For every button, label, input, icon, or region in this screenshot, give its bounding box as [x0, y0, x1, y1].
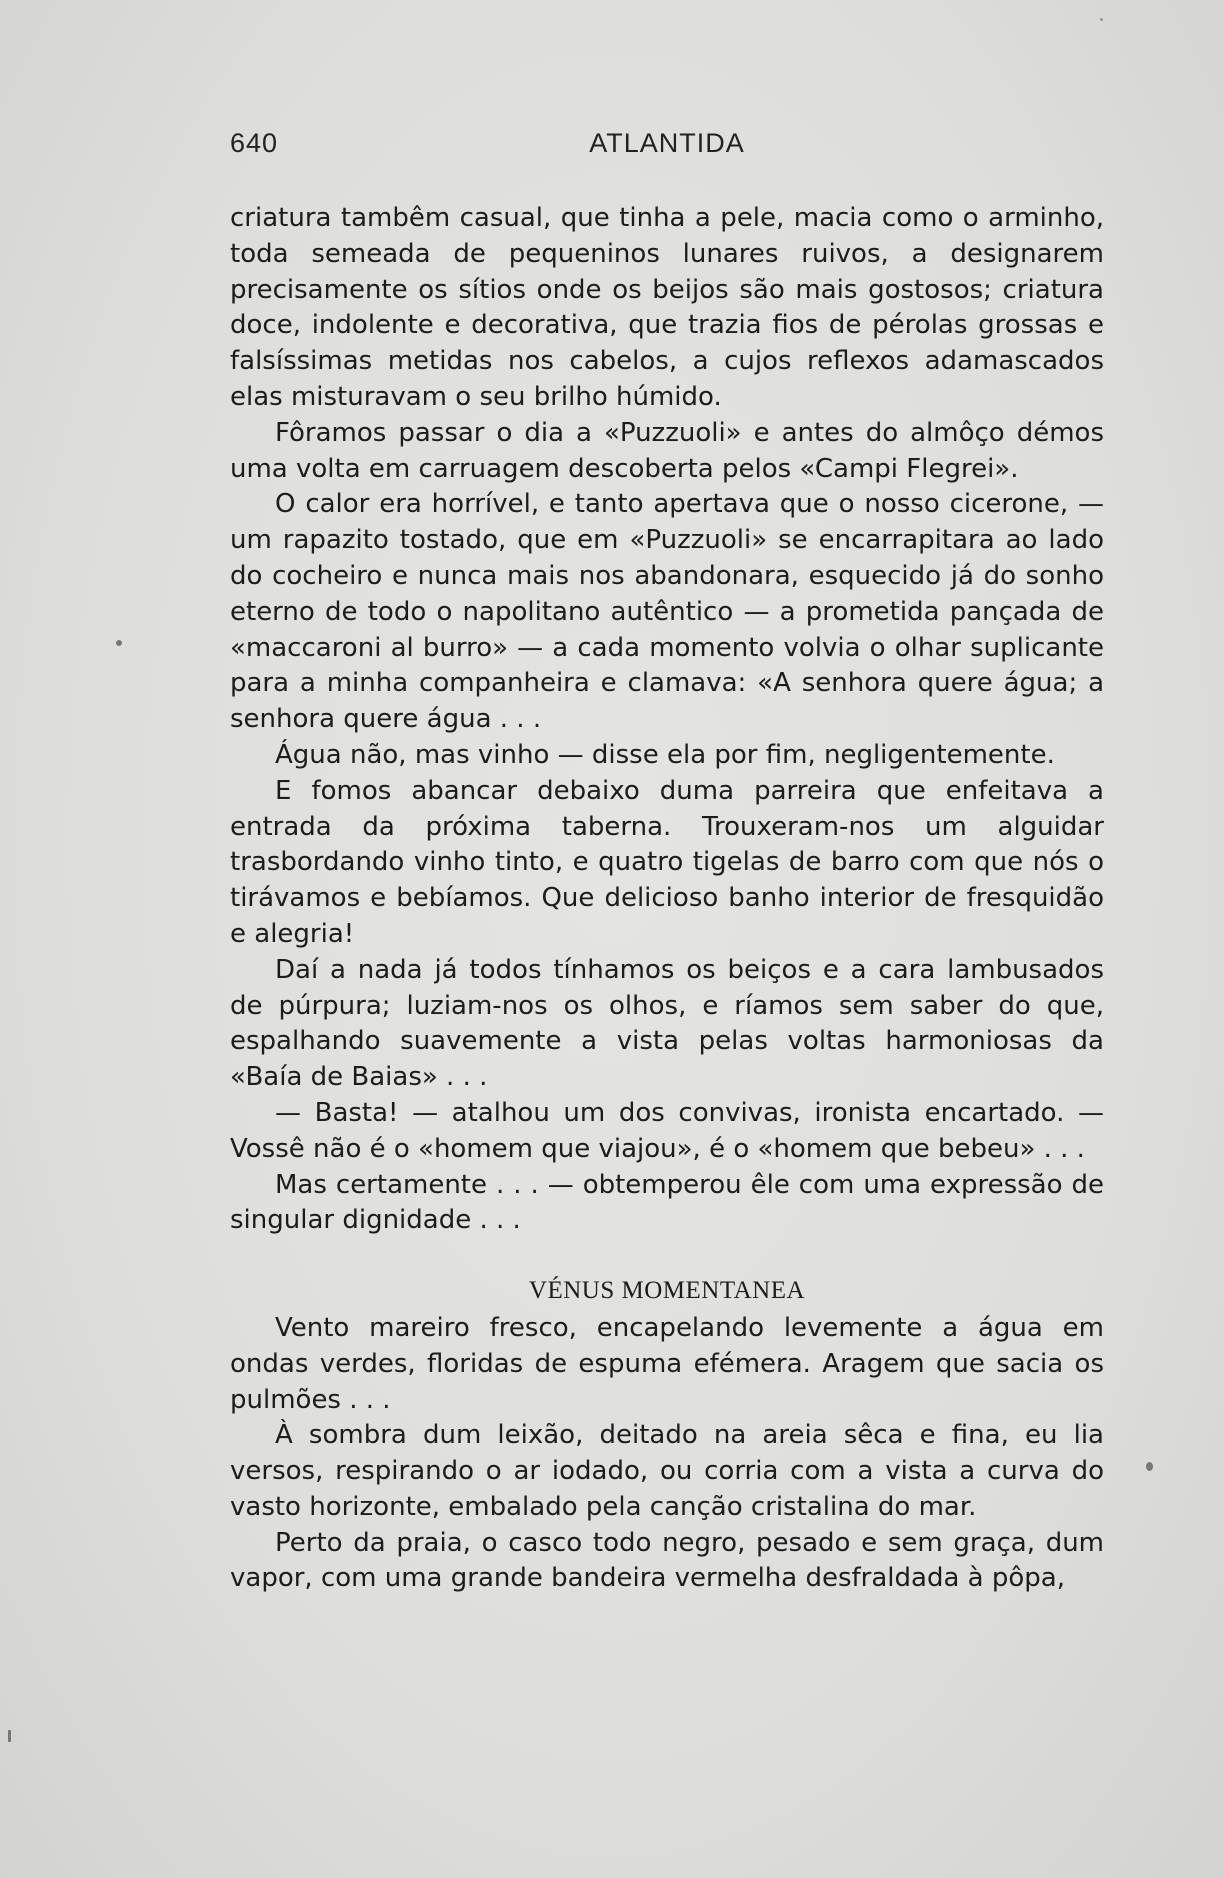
paragraph: Mas certamente . . . — obtemperou êle com uma expressão de singular dignidade . . . — [230, 1169, 1104, 1236]
scan-speck — [1146, 1462, 1153, 1471]
paragraph: À sombra dum leixão, deitado na areia sêca e fina, eu lia versos, respirando o ar iodado, ou corria com a vista a curva do vasto horizonte, embalado pela canção cristalina do mar. — [230, 1420, 1104, 1522]
page-header — [230, 128, 1104, 168]
paragraph: O calor era horrível, e tanto apertava que o nosso cicerone, — um rapazito tostado, que em «Puzzuoli» se encarrapitara ao lado do cocheiro e nunca mais nos abandonara, esquecido já do sonho eterno de todo o napolitano autêntico — a prometida pançada de «maccaroni al burro» — a cada momento volvia o olhar suplicante para a minha companheira e clamava: «A senhora quere água; a senhora quere água . . . — [230, 489, 1104, 735]
scan-speck — [8, 1730, 11, 1742]
paragraph: criatura tambêm casual, que tinha a pele, macia como o arminho, toda semeada de pequeninos lunares ruivos, a designarem precisamente os sítios onde os beijos são mais gostosos; criatura doce, indolente e decorativa, que trazia fios de pérolas grossas e falsíssimas metidas nos cabelos, a cujos reflexos adamascados elas misturavam o seu brilho húmido. — [230, 203, 1104, 412]
paragraph: Água não, mas vinho — disse ela por fim, negligentemente. — [275, 739, 1055, 770]
scan-speck — [1100, 18, 1103, 21]
page-body — [230, 201, 1104, 1597]
paragraph: Daí a nada já todos tínhamos os beiços e a cara lambusados de púrpura; luziam-nos os olhos, e ríamos sem saber do que, espalhando suavemente a vista pelas voltas harmoniosas da «Baía de Baias» . . . — [230, 954, 1104, 1093]
paragraph: Vento mareiro fresco, encapelando levemente a água em ondas verdes, floridas de espuma efémera. Aragem que sacia os pulmões . . . — [230, 1312, 1104, 1415]
paragraph: E fomos abancar debaixo duma parreira que enfeitava a entrada da próxima taberna. Trouxeram-nos um alguidar trasbordando vinho tinto, e quatro tigelas de barro com que nós o tirávamos e bebíamos. Que delicioso banho interior de fresquidão e alegria! — [230, 775, 1104, 949]
paragraph: — Basta! — atalhou um dos convivas, ironista encartado. — Vossê não é o «homem que viajou», é o «homem que bebeu» . . . — [230, 1097, 1104, 1164]
scan-speck — [116, 640, 122, 646]
paragraph: Perto da praia, o casco todo negro, pesado e sem graça, dum vapor, com uma grande bandeira vermelha desfraldada à pôpa, — [230, 1527, 1104, 1594]
paragraph: Fôramos passar o dia a «Puzzuoli» e antes do almôço démos uma volta em carruagem descoberta pelos «Campi Flegrei». — [230, 417, 1104, 484]
running-head: ATLANTIDA — [589, 128, 745, 158]
page-number: 640 — [230, 128, 279, 158]
section-title: VÉNUS MOMENTANEA — [528, 1277, 806, 1305]
